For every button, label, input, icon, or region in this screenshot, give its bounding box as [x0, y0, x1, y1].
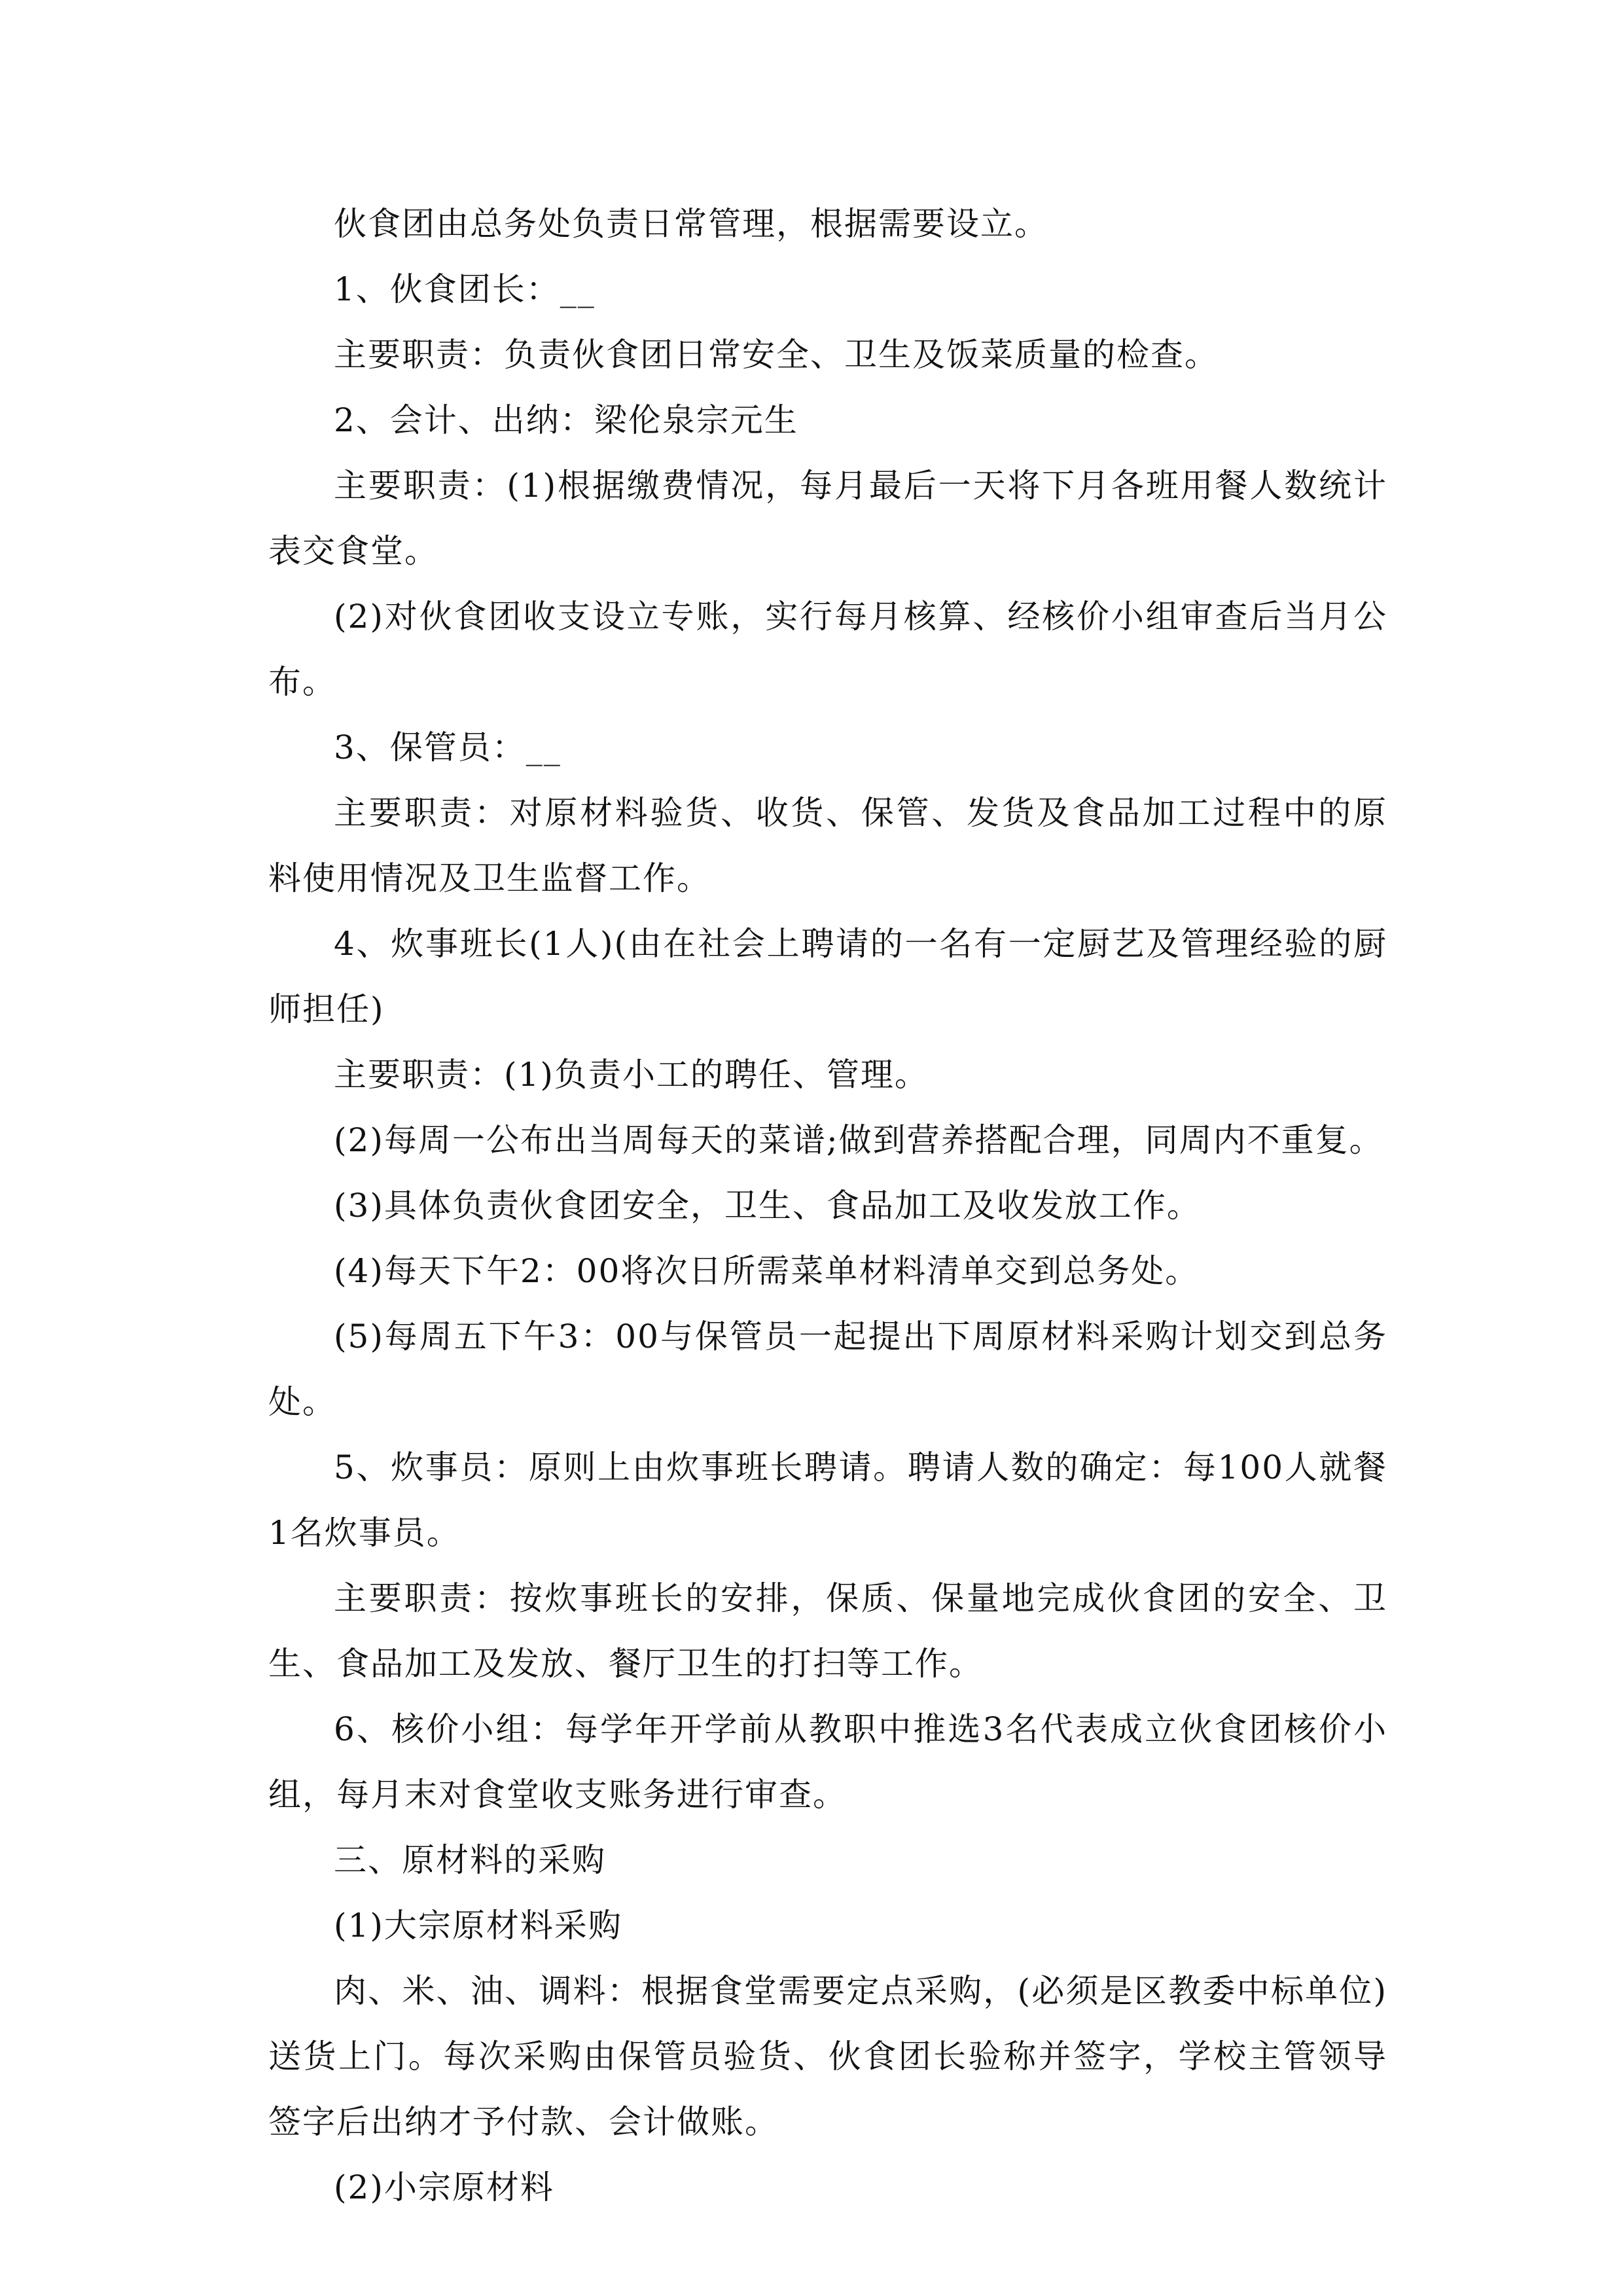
paragraph: 2、会计、出纳：梁伦泉宗元生 [334, 401, 798, 439]
paragraph: (2)对伙食团收支设立专账，实行每月核算、经核价小组审查后当月公布。 [268, 598, 1387, 701]
paragraph: 6、核价小组：每学年开学前从教职中推选3名代表成立伙食团核价小组，每月末对食堂收支账务进行审查。 [268, 1710, 1387, 1814]
section-heading: 三、原材料的采购 [334, 1841, 606, 1879]
paragraph: 3、保管员：__ [334, 728, 562, 766]
paragraph: 主要职责：(1)根据缴费情况，每月最后一天将下月各班用餐人数统计表交食堂。 [268, 467, 1387, 570]
paragraph: (2)小宗原材料 [334, 2168, 554, 2206]
paragraph: (3)具体负责伙食团安全，卫生、食品加工及收发放工作。 [334, 1187, 1201, 1225]
paragraph: 主要职责：对原材料验货、收货、保管、发货及食品加工过程中的原料使用情况及卫生监督工作。 [268, 794, 1387, 897]
paragraph: (1)大宗原材料采购 [334, 1907, 622, 1945]
paragraph: (4)每天下午2：00将次日所需菜单材料清单交到总务处。 [334, 1252, 1200, 1290]
paragraph: 主要职责：负责伙食团日常安全、卫生及饭菜质量的检查。 [334, 336, 1219, 374]
paragraph: 5、炊事员：原则上由炊事班长聘请。聘请人数的确定：每100人就餐1名炊事员。 [268, 1448, 1387, 1552]
paragraph: 伙食团由总务处负责日常管理，根据需要设立。 [334, 205, 1048, 243]
document-body [268, 191, 1387, 2220]
paragraph: 主要职责：(1)负责小工的聘任、管理。 [334, 1056, 929, 1094]
paragraph: 4、炊事班长(1人)(由在社会上聘请的一名有一定厨艺及管理经验的厨师担任) [268, 925, 1387, 1028]
paragraph: 肉、米、油、调料：根据食堂需要定点采购，(必须是区教委中标单位)送货上门。每次采购由保管员验货、伙食团长验称并签字，学校主管领导签字后出纳才予付款、会计做账。 [268, 1972, 1387, 2141]
paragraph: 主要职责：按炊事班长的安排，保质、保量地完成伙食团的安全、卫生、食品加工及发放、餐厅卫生的打扫等工作。 [268, 1579, 1387, 1683]
paragraph: (2)每周一公布出当周每天的菜谱;做到营养搭配合理，同周内不重复。 [334, 1121, 1383, 1159]
paragraph: (5)每周五下午3：00与保管员一起提出下周原材料采购计划交到总务处。 [268, 1318, 1387, 1421]
paragraph: 1、伙食团长：__ [334, 270, 596, 308]
